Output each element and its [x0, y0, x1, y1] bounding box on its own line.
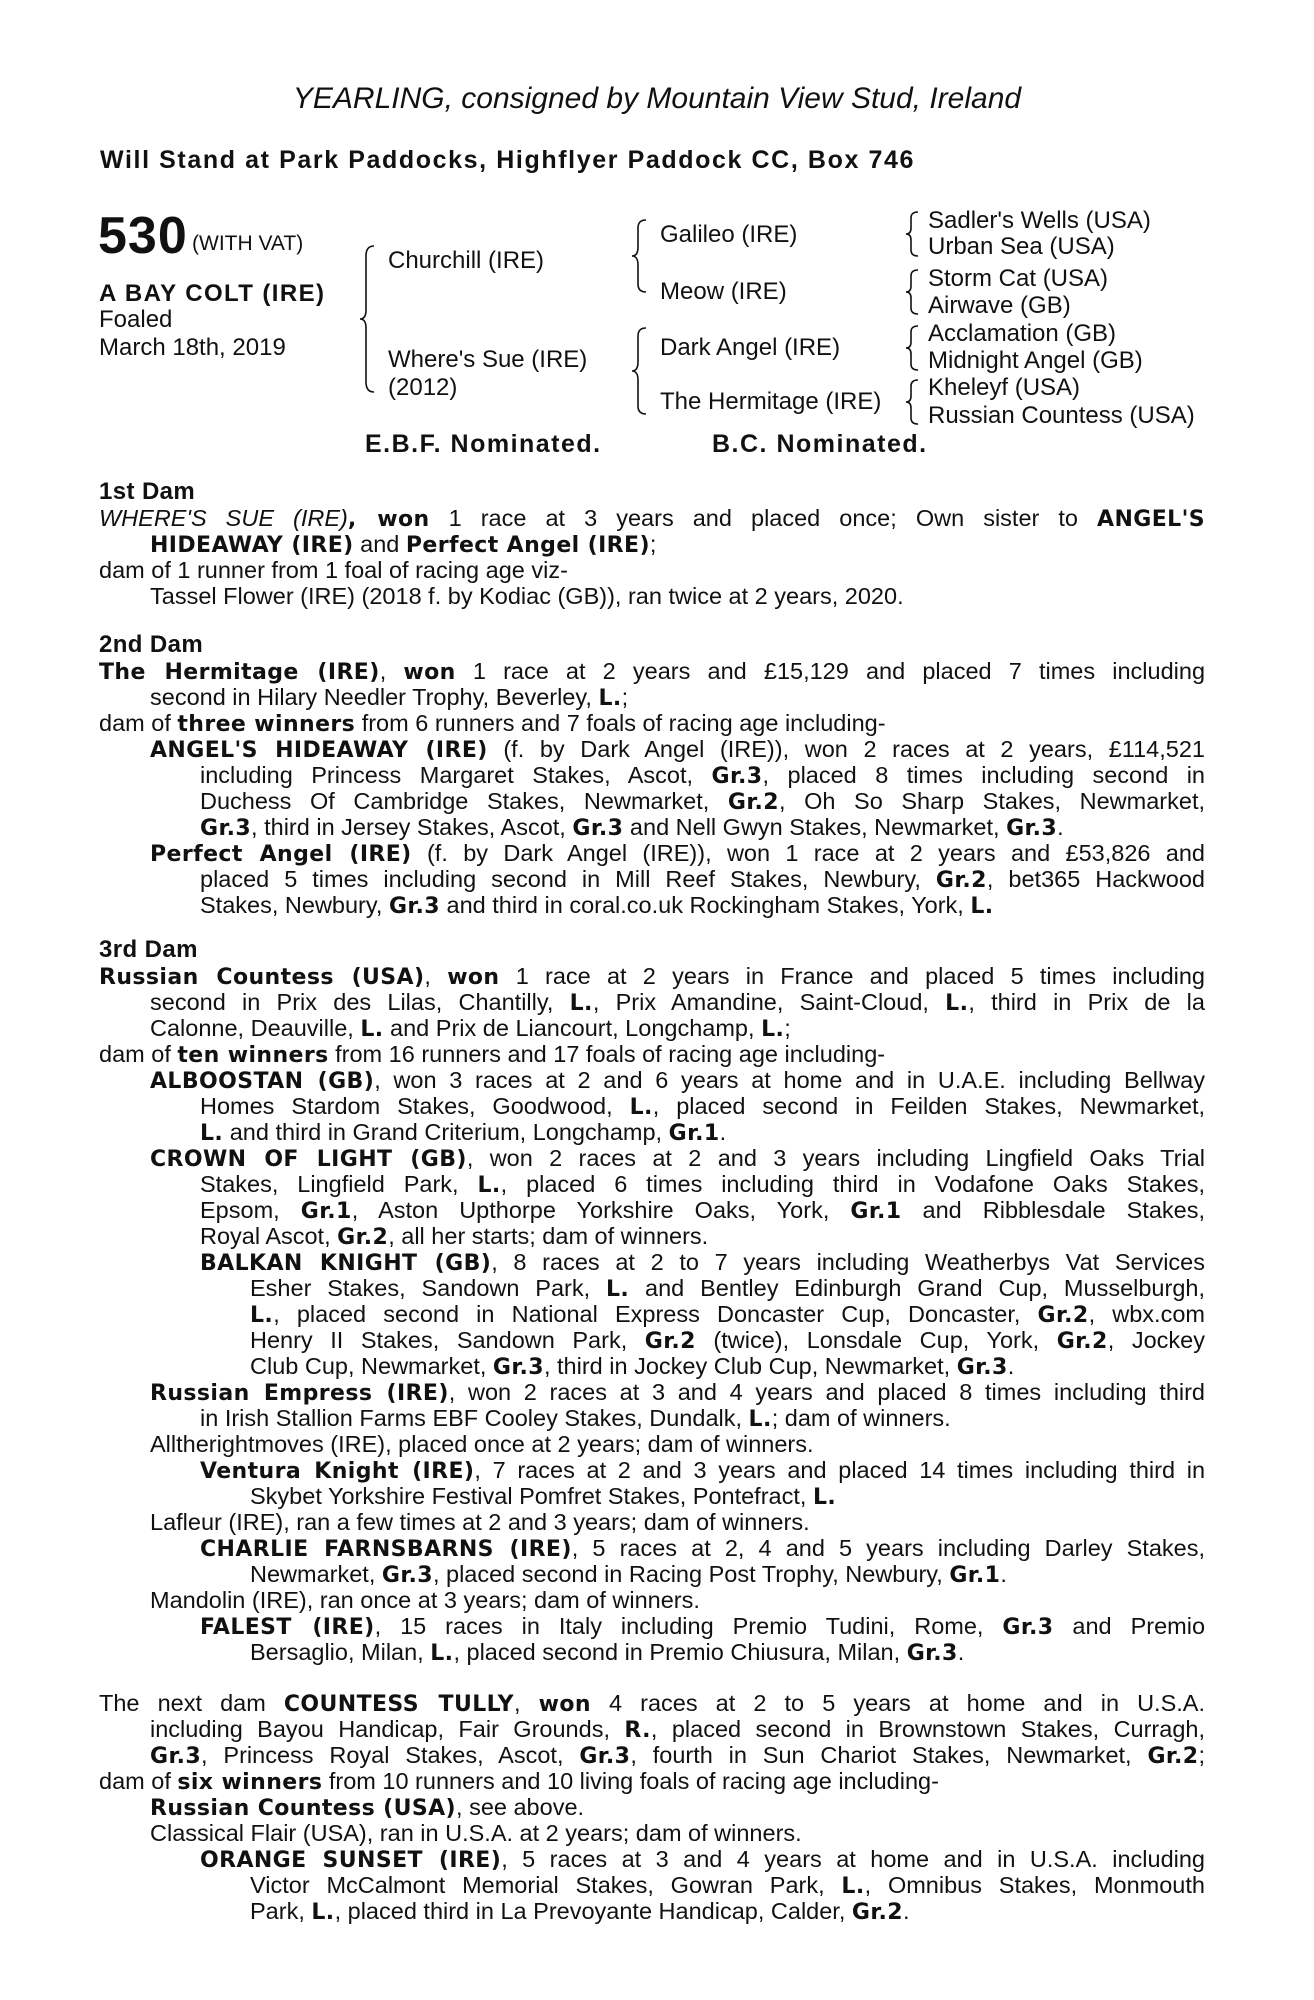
line-text: , won 2 races at 2 and 3 years including Lingfield Oaks Trial	[466, 1145, 1205, 1171]
catalogue-line	[200, 1093, 1205, 1121]
line-text: Royal Ascot,	[200, 1223, 338, 1249]
line-text: including Bayou Handicap, Fair Grounds,	[150, 1716, 625, 1742]
bold-text: Gr.3	[572, 816, 624, 841]
bold-text: Gr.2	[337, 1225, 389, 1250]
catalogue-line	[150, 1587, 700, 1613]
bold-text: Gr.2	[727, 790, 779, 815]
second-dam-heading: 2nd Dam	[99, 631, 204, 658]
catalogue-line	[250, 1327, 1205, 1355]
line-text: , Princess Royal Stakes, Ascot,	[201, 1742, 580, 1768]
bold-text: ,	[347, 507, 378, 532]
bold-text: L.	[605, 1277, 630, 1302]
bold-text: L.	[812, 1485, 837, 1510]
line-text: , placed second in Racing Post Trophy, Newbury,	[432, 1561, 950, 1587]
bold-text: L.	[477, 1173, 501, 1198]
line-text: , third in Jersey Stakes, Ascot,	[251, 814, 573, 840]
bold-text: L.	[841, 1874, 865, 1899]
bold-text: Gr.3	[579, 1744, 631, 1769]
catalogue-line	[150, 583, 904, 609]
catalogue-line	[250, 1639, 964, 1667]
bold-text: Perfect Angel (IRE)	[405, 533, 650, 558]
line-text: , see above.	[456, 1794, 585, 1820]
pedigree-bracket-dam	[632, 326, 652, 416]
catalogue-line	[250, 1275, 1205, 1303]
catalogue-line	[200, 788, 1205, 816]
line-text: , wbx.com	[1088, 1301, 1205, 1327]
catalogue-line	[150, 1067, 1205, 1095]
line-text: , placed 6 times including third in Vodafone Oaks Stakes,	[500, 1171, 1205, 1197]
pedigree-bracket-g1	[906, 210, 922, 258]
catalogue-line	[150, 736, 1205, 764]
catalogue-line	[99, 1690, 1205, 1718]
pedigree-g5: Acclamation (GB)	[928, 320, 1117, 347]
bold-text: Gr.3	[200, 816, 252, 841]
bc-nomination: B.C. Nominated.	[712, 430, 928, 458]
catalogue-line	[150, 1716, 1205, 1744]
line-text: from 16 runners and 17 foals of racing age including-	[328, 1041, 886, 1067]
line-text: , third in Prix de la	[968, 989, 1205, 1015]
line-text: Skybet Yorkshire Festival Pomfret Stakes, Pontefract,	[250, 1483, 813, 1509]
catalogue-line	[150, 840, 1205, 868]
bold-text: Russian Empress (IRE)	[150, 1381, 449, 1406]
line-text: , 7 races at 2 and 3 years and placed 14 times including third in	[474, 1457, 1206, 1483]
bold-text: ALBOOSTAN (GB)	[150, 1069, 375, 1094]
third-dam-heading: 3rd Dam	[99, 936, 198, 963]
bold-text: L.	[629, 1095, 653, 1120]
line-text: , placed second in Premio Chiusura, Milan,	[453, 1639, 907, 1665]
pedigree-g1: Sadler's Wells (USA)	[928, 207, 1151, 234]
bold-text: HIDEAWAY (IRE)	[150, 533, 354, 558]
bold-text: Gr.3	[150, 1744, 202, 1769]
pedigree-bracket-sire	[632, 218, 652, 294]
bold-text: ten winners	[177, 1043, 329, 1068]
catalogue-line	[250, 1561, 1007, 1589]
line-text: Esher Stakes, Sandown Park,	[250, 1275, 606, 1301]
bold-text: six winners	[177, 1770, 323, 1795]
line-text: Stakes, Lingfield Park,	[200, 1171, 478, 1197]
pedigree-g6: Midnight Angel (GB)	[928, 347, 1143, 374]
line-text: , 15 races in Italy including Premio Tudini, Rome,	[374, 1613, 1003, 1639]
catalogue-line	[200, 1197, 1205, 1225]
catalogue-line	[200, 762, 1205, 790]
catalogue-line	[99, 963, 1205, 991]
bold-text: ANGEL'S	[1097, 507, 1205, 532]
line-text: ,	[424, 963, 448, 989]
catalogue-line	[200, 1405, 951, 1433]
bold-text: Gr.3	[1006, 816, 1058, 841]
line-text: ;	[784, 1015, 791, 1041]
bold-text: Gr.3	[492, 1355, 544, 1380]
line-text: 4 races at 2 to 5 years at home and in U.S.A.	[590, 1690, 1205, 1716]
line-text: .	[902, 1898, 910, 1924]
bold-text: Gr.3	[388, 894, 440, 919]
bold-text: L.	[430, 1641, 454, 1666]
line-text: Calonne, Deauville,	[150, 1015, 361, 1041]
pedigree-sire-dam: Meow (IRE)	[660, 278, 787, 305]
line-text: , bet365 Hackwood	[986, 866, 1205, 892]
line-text: .	[1057, 814, 1064, 840]
bold-text: CHARLIE FARNSBARNS (IRE)	[200, 1537, 572, 1562]
line-text: 1 race at 3 years and placed once; Own sister to	[429, 505, 1098, 531]
pedigree-bracket-g2	[906, 268, 922, 316]
line-text: .	[1000, 1561, 1007, 1587]
line-text: Club Cup, Newmarket,	[250, 1353, 493, 1379]
line-text: (f. by Dark Angel (IRE)), won 1 race at 2 years and £53,826 and	[411, 840, 1205, 866]
vat-note: (WITH VAT)	[192, 232, 304, 255]
line-text: Newmarket,	[250, 1561, 382, 1587]
catalogue-line	[99, 1768, 939, 1796]
pedigree-sire-sire: Galileo (IRE)	[660, 221, 798, 248]
line-text: Mandolin (IRE), ran once at 3 years; dam of winners.	[150, 1587, 700, 1613]
catalogue-line	[200, 1249, 1205, 1277]
line-text: and Ribblesdale Stakes,	[901, 1197, 1206, 1223]
bold-text: Gr.2	[1037, 1303, 1089, 1328]
horse-description: A BAY COLT (IRE)	[99, 280, 326, 307]
bold-text: Gr.1	[300, 1199, 352, 1224]
line-text: and Premio	[1053, 1613, 1206, 1639]
horse-name-italic: WHERE'S SUE (IRE)	[99, 505, 348, 531]
line-text: , Omnibus Stakes, Monmouth	[864, 1872, 1205, 1898]
bold-text: won	[447, 965, 500, 990]
pedigree-dam-dam: The Hermitage (IRE)	[660, 388, 882, 415]
line-text: , placed second in Brownstown Stakes, Curragh,	[650, 1716, 1205, 1742]
catalogue-line	[150, 1820, 802, 1846]
foaled-date: March 18th, 2019	[99, 334, 286, 361]
line-text: dam of	[99, 1041, 178, 1067]
line-text: dam of	[99, 710, 178, 736]
line-text: and Nell Gwyn Stakes, Newmarket,	[623, 814, 1007, 840]
line-text: second in Prix des Lilas, Chantilly,	[150, 989, 570, 1015]
bold-text: won	[403, 660, 456, 685]
line-text: Henry II Stakes, Sandown Park,	[250, 1327, 645, 1353]
bold-text: Gr.3	[906, 1641, 958, 1666]
catalogue-line	[250, 1898, 909, 1926]
bold-text: BALKAN KNIGHT (GB)	[200, 1251, 492, 1276]
line-text: .	[719, 1119, 727, 1145]
pedigree-g2: Urban Sea (USA)	[928, 233, 1115, 260]
bold-text: Gr.3	[381, 1563, 433, 1588]
bold-text: Ventura Knight (IRE)	[200, 1459, 475, 1484]
line-text: (twice), Lonsdale Cup, York,	[695, 1327, 1057, 1353]
bold-text: L.	[945, 991, 969, 1016]
catalogue-line	[200, 814, 1064, 842]
bold-text: CROWN OF LIGHT (GB)	[150, 1147, 467, 1172]
bold-text: Gr.1	[668, 1121, 720, 1146]
line-text: placed 5 times including second in Mill Reef Stakes, Newbury,	[200, 866, 936, 892]
bold-text: L.	[761, 1017, 785, 1042]
bold-text: Russian Countess (USA)	[150, 1796, 457, 1821]
catalogue-line	[250, 1483, 836, 1511]
bold-text: COUNTESS TULLY	[283, 1692, 514, 1717]
line-text: , Jockey	[1107, 1327, 1205, 1353]
bold-text: L.	[598, 686, 622, 711]
line-text: in Irish Stallion Farms EBF Cooley Stakes, Dundalk,	[200, 1405, 749, 1431]
line-text: and Prix de Liancourt, Longchamp,	[383, 1015, 762, 1041]
line-text: dam of 1 runner from 1 foal of racing age viz-	[99, 557, 568, 583]
line-text: , Aston Upthorpe Yorkshire Oaks, York,	[351, 1197, 851, 1223]
catalogue-line	[150, 1431, 814, 1457]
line-text: and Bentley Edinburgh Grand Cup, Musselburgh,	[629, 1275, 1205, 1301]
pedigree-bracket-main	[360, 244, 380, 394]
first-dam-heading: 1st Dam	[99, 478, 196, 505]
pedigree-g8: Russian Countess (USA)	[928, 402, 1195, 429]
line-text: Lafleur (IRE), ran a few times at 2 and 3 years; dam of winners.	[150, 1509, 810, 1535]
line-text: , all her starts; dam of winners.	[388, 1223, 709, 1249]
line-text: second in Hilary Needler Trophy, Beverley,	[150, 684, 599, 710]
bold-text: Gr.3	[711, 764, 763, 789]
line-text: from 10 runners and 10 living foals of racing age including-	[322, 1768, 939, 1794]
line-text: Alltherightmoves (IRE), placed once at 2 years; dam of winners.	[150, 1431, 814, 1457]
line-text: .	[957, 1639, 965, 1665]
catalogue-line	[150, 1015, 791, 1043]
lot-number: 530	[98, 207, 188, 265]
bold-text: L.	[970, 894, 994, 919]
catalogue-line	[99, 557, 568, 583]
line-text: from 6 runners and 7 foals of racing age including-	[355, 710, 886, 736]
line-text: Park,	[250, 1898, 312, 1924]
line-text: ; dam of winners.	[771, 1405, 951, 1431]
line-text: , placed third in La Prevoyante Handicap, Calder,	[334, 1898, 852, 1924]
foaled-label: Foaled	[99, 306, 173, 333]
line-text: (f. by Dark Angel (IRE)), won 2 races at 2 years, £114,521	[487, 736, 1205, 762]
ebf-nomination: E.B.F. Nominated.	[365, 430, 602, 458]
bold-text: L.	[748, 1407, 772, 1432]
catalogue-line	[200, 1846, 1205, 1874]
catalogue-line	[150, 1509, 810, 1535]
bold-text: L.	[311, 1900, 335, 1925]
catalogue-line	[200, 1457, 1205, 1485]
catalogue-line	[99, 658, 1205, 686]
bold-text: three winners	[177, 712, 356, 737]
catalogue-line	[99, 505, 1205, 533]
bold-text: Russian Countess (USA)	[99, 965, 425, 990]
bold-text: L.	[360, 1017, 384, 1042]
line-text: , third in Jockey Club Cup, Newmarket,	[543, 1353, 957, 1379]
catalogue-line	[150, 1794, 584, 1822]
line-text: and third in coral.co.uk Rockingham Stakes, York,	[440, 892, 971, 918]
line-text: 1 race at 2 years and £15,129 and placed 7 times including	[455, 658, 1206, 684]
line-text: Homes Stardom Stakes, Goodwood,	[200, 1093, 630, 1119]
catalogue-line	[150, 684, 628, 712]
pedigree-bracket-g3	[906, 324, 922, 372]
bold-text: Gr.2	[851, 1900, 903, 1925]
stabling-info: Will Stand at Park Paddocks, Highflyer Paddock CC, Box 746	[100, 146, 916, 174]
bold-text: Gr.1	[949, 1563, 1001, 1588]
line-text: ,	[379, 658, 404, 684]
line-text: 1 race at 2 years in France and placed 5 times including	[499, 963, 1206, 989]
catalogue-line	[200, 1223, 708, 1251]
line-text: , Oh So Sharp Stakes, Newmarket,	[778, 788, 1205, 814]
line-text: dam of	[99, 1768, 178, 1794]
catalogue-line	[99, 1041, 885, 1069]
catalogue-line	[150, 1742, 1205, 1770]
catalogue-line	[200, 1119, 726, 1147]
bold-text: L.	[250, 1303, 274, 1328]
catalogue-line	[250, 1301, 1205, 1329]
line-text: ,	[513, 1690, 539, 1716]
line-text: , won 2 races at 3 and 4 years and placed 8 times including third	[448, 1379, 1205, 1405]
bold-text: Gr.1	[850, 1199, 902, 1224]
catalogue-line	[200, 1613, 1205, 1641]
bold-text: Gr.2	[1147, 1744, 1199, 1769]
line-text: Epsom,	[200, 1197, 301, 1223]
line-text: Duchess Of Cambridge Stakes, Newmarket,	[200, 788, 728, 814]
catalogue-line	[150, 531, 656, 559]
line-text: Tassel Flower (IRE) (2018 f. by Kodiac (GB)), ran twice at 2 years, 2020.	[150, 583, 904, 609]
line-text: , Prix Amandine, Saint-Cloud,	[592, 989, 946, 1015]
line-text: ;	[1198, 1742, 1206, 1768]
line-text: ;	[621, 684, 629, 710]
pedigree-sire: Churchill (IRE)	[388, 247, 545, 274]
line-text: Victor McCalmont Memorial Stakes, Gowran Park,	[250, 1872, 842, 1898]
line-text: and third in Grand Criterium, Longchamp,	[223, 1119, 669, 1145]
bold-text: L.	[569, 991, 593, 1016]
bold-text: FALEST (IRE)	[200, 1615, 375, 1640]
line-text: , placed second in Feilden Stakes, Newmarket,	[652, 1093, 1206, 1119]
line-text: including Princess Margaret Stakes, Ascot,	[200, 762, 712, 788]
line-text: , placed second in National Express Doncaster Cup, Doncaster,	[273, 1301, 1038, 1327]
bold-text: won	[538, 1692, 591, 1717]
catalogue-line	[150, 1379, 1205, 1407]
catalogue-line	[99, 710, 886, 738]
catalogue-line	[250, 1353, 1014, 1381]
bold-text: Gr.2	[644, 1329, 696, 1354]
line-text: , 5 races at 3 and 4 years at home and in U.S.A. including	[501, 1846, 1205, 1872]
line-text: , fourth in Sun Chariot Stakes, Newmarket,	[630, 1742, 1148, 1768]
bold-text: Gr.3	[1002, 1615, 1054, 1640]
pedigree-g4: Airwave (GB)	[928, 292, 1071, 319]
line-text: Bersaglio, Milan,	[250, 1639, 431, 1665]
line-text: , won 3 races at 2 and 6 years at home and in U.A.E. including Bellway	[374, 1067, 1206, 1093]
bold-text: The Hermitage (IRE)	[99, 660, 380, 685]
catalogue-line	[150, 1145, 1205, 1173]
bold-text: Gr.2	[1056, 1329, 1108, 1354]
consignment-heading: YEARLING, consigned by Mountain View Stud, Ireland	[292, 82, 1022, 115]
catalogue-line	[200, 1535, 1205, 1563]
line-text: The next dam	[99, 1690, 284, 1716]
line-text: ;	[649, 531, 657, 557]
pedigree-bracket-g4	[906, 378, 922, 426]
catalogue-line	[200, 866, 1205, 894]
pedigree-dam-sire: Dark Angel (IRE)	[660, 334, 841, 361]
bold-text: Gr.2	[935, 868, 987, 893]
catalogue-line	[200, 1171, 1205, 1199]
bold-text: Gr.3	[956, 1355, 1008, 1380]
line-text: , 5 races at 2, 4 and 5 years including Darley Stakes,	[571, 1535, 1205, 1561]
bold-text: R.	[624, 1718, 651, 1743]
foaled-info	[99, 306, 286, 362]
line-text: and	[353, 531, 406, 557]
bold-text: won	[377, 507, 430, 532]
bold-text: L.	[200, 1121, 224, 1146]
pedigree-g7: Kheleyf (USA)	[928, 374, 1081, 401]
catalogue-line	[150, 989, 1205, 1017]
bold-text: ORANGE SUNSET (IRE)	[200, 1848, 502, 1873]
pedigree-g3: Storm Cat (USA)	[928, 265, 1109, 292]
catalogue-line	[200, 892, 994, 920]
line-text: , 8 races at 2 to 7 years including Weatherbys Vat Services	[491, 1249, 1205, 1275]
pedigree-dam: Where's Sue (IRE)	[388, 346, 588, 373]
line-text: , placed 8 times including second in	[762, 762, 1205, 788]
line-text: .	[1007, 1353, 1015, 1379]
bold-text: Perfect Angel (IRE)	[150, 842, 412, 867]
line-text: Stakes, Newbury,	[200, 892, 389, 918]
catalogue-line	[250, 1872, 1205, 1900]
line-text: Classical Flair (USA), ran in U.S.A. at 2 years; dam of winners.	[150, 1820, 802, 1846]
bold-text: ANGEL'S HIDEAWAY (IRE)	[150, 738, 488, 763]
pedigree-dam-year: (2012)	[388, 374, 458, 401]
